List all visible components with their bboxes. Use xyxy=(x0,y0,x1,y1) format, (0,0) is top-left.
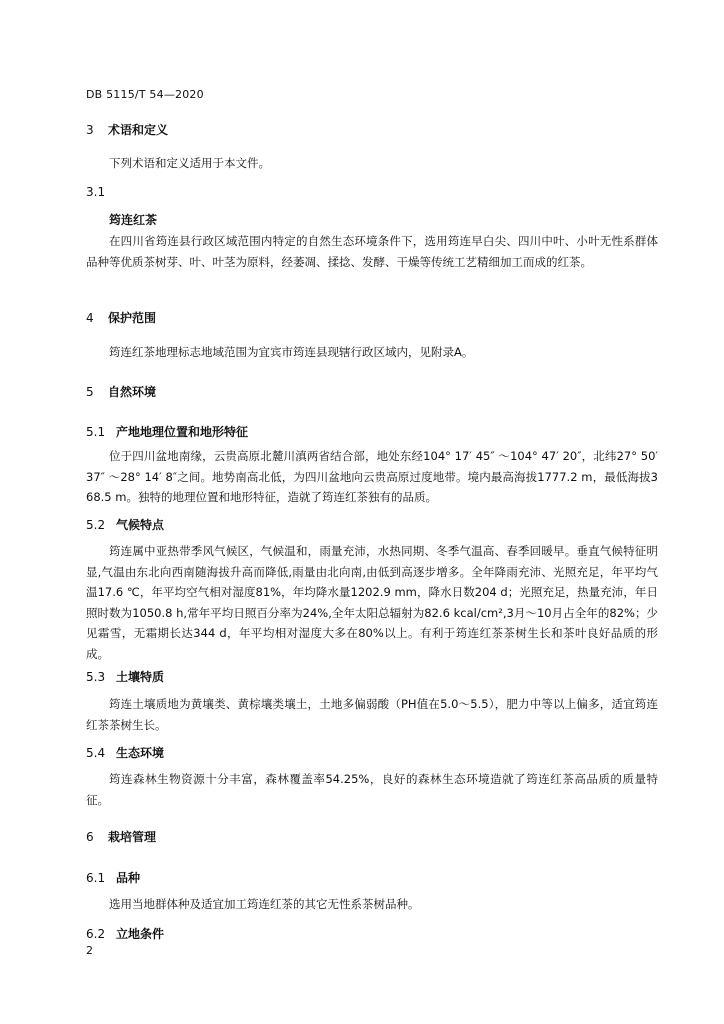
term-name: 筠连红茶 xyxy=(109,213,158,227)
section-6-heading xyxy=(86,828,156,845)
clause-number: 5.1 xyxy=(86,425,106,439)
clause-number: 6.1 xyxy=(86,871,106,885)
clause-title: 气候特点 xyxy=(116,518,165,532)
paragraph: 筠连森林生物资源十分丰富，森林覆盖率54.25%，良好的森林生态环境造就了筠连红茶高品质的质量特征。 xyxy=(86,772,658,807)
clause-number: 6.2 xyxy=(86,927,106,941)
page-number: 2 xyxy=(86,944,93,957)
section-3-heading xyxy=(86,121,168,138)
clause-title: 立地条件 xyxy=(116,927,165,941)
paragraph: 在四川省筠连县行政区域范围内特定的自然生态环境条件下，选用筠连早白尖、四川中叶、小叶无性系群体品种等优质茶树芽、叶、叶茎为原料，经萎凋、揉捻、发酵、干燥等传统工艺精细加工而成的红茶。 xyxy=(86,234,658,269)
clause-number: 5.4 xyxy=(86,746,106,760)
clause-3-1-number: 3.1 xyxy=(86,185,106,199)
clause-6-1-heading xyxy=(86,869,140,886)
section-title: 自然环境 xyxy=(108,385,157,399)
clause-5-4-heading xyxy=(86,744,164,761)
section-5-heading xyxy=(86,383,156,400)
clause-5-3-heading xyxy=(86,668,164,685)
clause-title: 生态环境 xyxy=(116,746,165,760)
section-number: 3 xyxy=(86,123,94,137)
paragraph: 筠连土壤质地为黄壤类、黄棕壤类壤土，土地多偏弱酸（PH值在5.0～5.5），肥力中等以上偏多，适宜筠连红茶茶树生长。 xyxy=(86,697,658,732)
section-number: 4 xyxy=(86,311,94,325)
clause-5-2-heading xyxy=(86,516,164,533)
paragraph: 位于四川盆地南缘，云贵高原北麓川滇两省结合部，地处东经104° 17′ 45″ ～104° 47′ 20″，北纬27° 50′ 37″ ～28° 14′ 8″之间。地势南高北低，为四川盆地向云贵高原过度地带。境内最高海拔1777.2 m，最低海拔368.5 m。独特的地理位置和地形特征，造就了筠连红茶独有的品质。 xyxy=(86,449,658,504)
section-title: 保护范围 xyxy=(108,311,157,325)
clause-5-1-heading xyxy=(86,423,248,440)
clause-title: 品种 xyxy=(116,871,141,885)
section-4-heading xyxy=(86,309,156,326)
paragraph: 选用当地群体种及适宜加工筠连红茶的其它无性系茶树品种。 xyxy=(109,897,420,911)
section-number: 5 xyxy=(86,385,94,399)
paragraph: 筠连红茶地理标志地域范围为宜宾市筠连县现辖行政区域内，见附录A。 xyxy=(109,345,474,359)
paragraph: 下列术语和定义适用于本文件。 xyxy=(109,156,270,170)
clause-6-2-heading xyxy=(86,925,164,942)
clause-title: 产地地理位置和地形特征 xyxy=(116,425,249,439)
standard-number: DB 5115/T 54—2020 xyxy=(86,88,204,101)
clause-number: 5.2 xyxy=(86,518,106,532)
clause-title: 土壤特质 xyxy=(116,670,165,684)
paragraph: 筠连属中亚热带季风气候区，气候温和，雨量充沛，水热同期、冬季气温高、春季回暖早。垂直气候特征明显,气温由东北向西南随海拔升高而降低,雨量由北向南,由低到高逐步增多。全年降雨充沛、光照充足，年平均气温17.6 ℃，年平均空气相对湿度81%，年均降水量1202.9 mm，降水日数204 d；光照充足，热量充沛，年日照时数为1050.8 h,常年平均日照百分率为24%,全年太阳总辐射为82.6 kcal/cm²,3月～10月占全年的82%；少见霜雪，无霜期长达344 d，年平均相对湿度大多在80%以上。有利于筠连红茶茶树生长和茶叶良好品质的形成。 xyxy=(86,544,658,661)
clause-number: 5.3 xyxy=(86,670,106,684)
section-number: 6 xyxy=(86,830,94,844)
section-title: 栽培管理 xyxy=(108,830,157,844)
section-title: 术语和定义 xyxy=(108,123,169,137)
